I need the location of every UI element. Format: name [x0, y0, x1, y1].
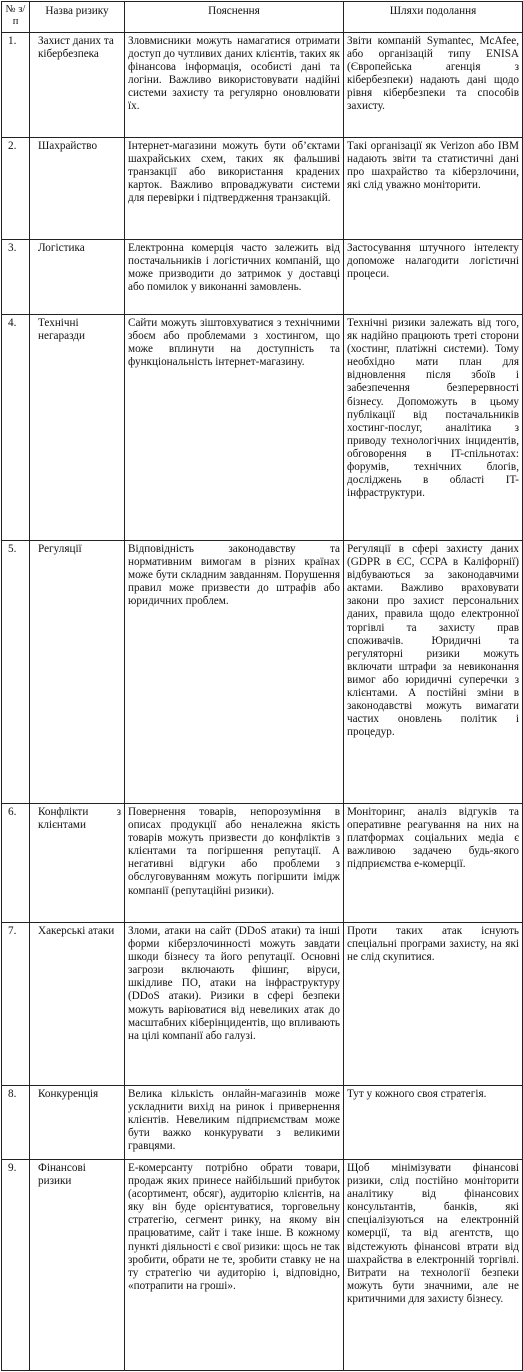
risk-name: Конкуренція: [30, 1086, 125, 1160]
header-name: Назва ризику: [30, 2, 125, 33]
row-num: 4.: [2, 315, 30, 541]
risk-name: Регуляції: [30, 541, 125, 804]
risk-explanation: Велика кількість онлайн-магазинів може ускладнити вихід на ринок і привернення клієнтів. Невеликим підприємствам може бути важко конкурувати з великими гравцями.: [125, 1086, 344, 1160]
risk-name: Шахрайство: [30, 138, 125, 240]
risk-mitigation: Проти таких атак існують спеціальні програми захисту, на які не слід скупитися.: [344, 923, 523, 1086]
risk-mitigation: Звіти компаній Symantec, McAfee, або організацій типу ENISA (Європейська агенція з кібербезпеки) надають дані щодо рівня кібербезпеки та способів захисту.: [344, 33, 523, 138]
table-row: [2, 804, 523, 923]
risk-explanation: Відповідність законодавству та нормативним вимогам в різних країнах може бути складним завданням. Порушення правил може призвести до штрафів або юридичних проблем.: [125, 541, 344, 804]
risk-mitigation: Застосування штучного інтелекту допоможе налагодити логістичні процеси.: [344, 240, 523, 315]
risk-mitigation: Моніторинг, аналіз відгуків та оперативне реагування на них на платформах соціальних медіа є важливою задачею будь-якого підприємства е-комерції.: [344, 804, 523, 923]
risk-table: [1, 1, 523, 1371]
table-row: [2, 240, 523, 315]
table-row: [2, 138, 523, 240]
risk-explanation: Інтернет-магазини можуть бути об’єктами шахрайських схем, таких як фальшиві транзакції або використання крадених карток. Важливо впроваджувати системи для перевірки і підтвердження транзакцій.: [125, 138, 344, 240]
risk-name: Захист даних та кібербезпека: [30, 33, 125, 138]
risk-explanation: Зломи, атаки на сайт (DDoS атаки) та інші форми кіберзлочинності можуть завдати шкоди бізнесу та його репутації. Основні загрози включають фішинг, віруси, шкідливе ПО, атаки на інфраструктуру (DDoS атаки). Ризики в сфері безпеки можуть варіюватися від невеликих атак до масштабних кіберінцидентів, що впливають на цілі компанії або галузі.: [125, 923, 344, 1086]
table-row: [2, 541, 523, 804]
risk-name: Фінансові ризики: [30, 1160, 125, 1371]
risk-mitigation: Тут у кожного своя стратегія.: [344, 1086, 523, 1160]
risk-name: Хакерські атаки: [30, 923, 125, 1086]
risk-name: Конфлікти з клієнтами: [30, 804, 125, 923]
risk-mitigation: Регуляції в сфері захисту даних (GDPR в ЄС, CCPA в Каліфорнії) відбуваються за законодавчими актами. Важливо враховувати закони про захист персональних даних, правила щодо електронної торгівлі та захисту прав споживачів. Юридичні та регуляторні ризики можуть включати штрафи за невиконання вимог або юридичні суперечки з клієнтами. А постійні зміни в законодавстві можуть вимагати частих оновлень політик і процедур.: [344, 541, 523, 804]
row-num: 1.: [2, 33, 30, 138]
risk-mitigation: Технічні ризики залежать від того, як надійно працюють треті сторони (хостинг, платіжні системи). Тому необхідно мати план для відновлення після збоїв і забезпечення безперервності бізнесу. Допоможуть в цьому публікації від постачальників хостинг-послуг, аналітика з приводу технологічних інцидентів, обговорення в IT-спільнотах: форумів, технічних блогів, досліджень в області IT-інфраструктури.: [344, 315, 523, 541]
table-row: [2, 315, 523, 541]
row-num: 9.: [2, 1160, 30, 1371]
table-row: [2, 923, 523, 1086]
row-num: 7.: [2, 923, 30, 1086]
header-num: № з/п: [2, 2, 30, 33]
table-row: [2, 1086, 523, 1160]
risk-explanation: Зловмисники можуть намагатися отримати доступ до чутливих даних клієнтів, таких як фінансова інформація, особисті дані та логіни. Важливо використовувати надійні системи захисту та регулярно оновлювати їх.: [125, 33, 344, 138]
table-row: [2, 1160, 523, 1371]
risk-name: Технічні негаразди: [30, 315, 125, 541]
risk-explanation: Повернення товарів, непорозуміння в описах продукції або неналежна якість товарів можуть призвести до конфліктів з клієнтами та погіршення репутації. А негативні відгуки або проблеми з обслуговуванням можуть погіршити імідж компанії (репутаційні ризики).: [125, 804, 344, 923]
row-num: 6.: [2, 804, 30, 923]
row-num: 2.: [2, 138, 30, 240]
risk-explanation: Сайти можуть зіштовхуватися з технічними збоєм або проблемами з хостингом, що може вплинути на доступність та функціональність інтернет-магазину.: [125, 315, 344, 541]
risk-mitigation: Такі організації як Verizon або IBM надають звіти та статистичні дані про шахрайство та кіберзлочини, які слід уважно моніторити.: [344, 138, 523, 240]
risk-explanation: Е-комерсанту потрібно обрати товари, продаж яких принесе найбільший прибуток (асортимент, обсяг), аудиторію клієнтів, на яку він буде орієнтуватися, торговельну стратегію, сегмент ринку, на якому він працюватиме, сайт і таке інше. В кожному пункті діяльності є свої ризики: щось не так зробити, обрати не те, зробити ставку не на ту стратегію чи аудиторію і, відповідно, «потрапити на гроші».: [125, 1160, 344, 1371]
risk-name: Логістика: [30, 240, 125, 315]
table-row: [2, 33, 523, 138]
header-mitigation: Шляхи подолання: [344, 2, 523, 33]
row-num: 8.: [2, 1086, 30, 1160]
header-explanation: Пояснення: [125, 2, 344, 33]
risk-mitigation: Щоб мінімізувати фінансові ризики, слід постійно моніторити аналітику від фінансових консультантів, банків, які спеціалізуються на електронній комерції, та від агентств, що відстежують фінансові втрати від шахрайства в електронній торгівлі. Витрати на технології безпеки можуть бути значними, але не критичними для захисту бізнесу.: [344, 1160, 523, 1371]
row-num: 5.: [2, 541, 30, 804]
risk-explanation: Електронна комерція часто залежить від постачальників і логістичних компаній, що може призводити до затримок у доставці або помилок у виконанні замовлень.: [125, 240, 344, 315]
row-num: 3.: [2, 240, 30, 315]
table-header-row: [2, 2, 523, 33]
